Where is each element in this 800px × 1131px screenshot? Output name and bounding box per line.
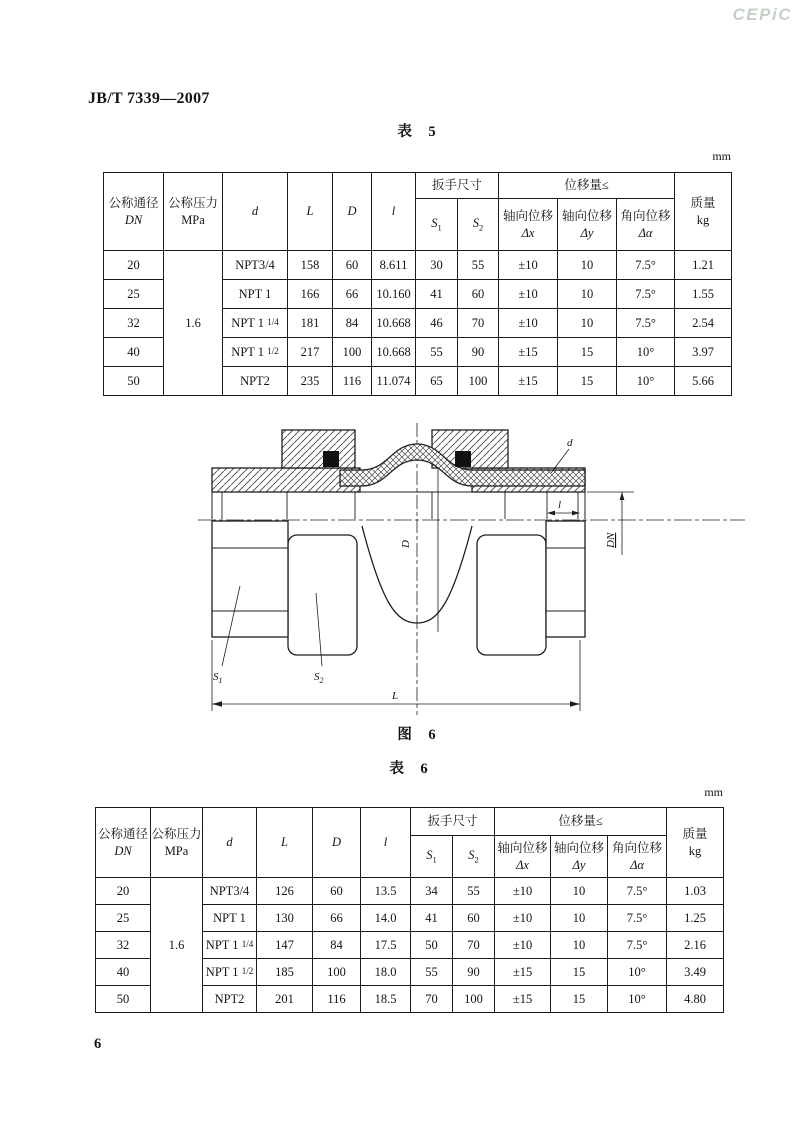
cell-dy: 15 [551, 959, 608, 986]
cell-da: 7.5° [617, 280, 675, 309]
cell-dn: 20 [96, 878, 151, 905]
cell-s1: 30 [416, 251, 458, 280]
cell-s1: 70 [411, 986, 453, 1013]
cell-s1: 65 [416, 367, 458, 396]
cell-l: 18.5 [361, 986, 411, 1013]
th-displacement-group: 位移量≤ [499, 173, 675, 199]
dim-label-L: L [392, 690, 399, 702]
cell-L: 181 [288, 309, 333, 338]
th-l: l [372, 173, 416, 251]
cell-l: 10.668 [372, 338, 416, 367]
cell-d: NPT 1 1/4 [203, 932, 257, 959]
cell-da: 7.5° [608, 878, 667, 905]
cell-dn: 32 [104, 309, 164, 338]
cell-kg: 1.03 [667, 878, 724, 905]
table6-title: 表 6 [389, 761, 429, 777]
l-arrow-left [547, 511, 555, 516]
cell-s2: 100 [458, 367, 499, 396]
cell-dn: 50 [96, 986, 151, 1013]
cell-l: 17.5 [361, 932, 411, 959]
cell-s1: 41 [416, 280, 458, 309]
cell-da: 10° [608, 959, 667, 986]
right-union-nut-hex [477, 535, 546, 655]
table5-unit-label: mm [712, 149, 731, 163]
cell-da: 10° [608, 986, 667, 1013]
figure-6-drawing [0, 415, 800, 727]
table-row [104, 251, 732, 280]
cell-kg: 2.54 [675, 309, 732, 338]
cell-s2: 55 [453, 878, 495, 905]
coupling-cross-section [0, 415, 800, 727]
cell-l: 10.160 [372, 280, 416, 309]
th-L: L [288, 173, 333, 251]
cell-s2: 60 [453, 905, 495, 932]
cell-dy: 10 [551, 905, 608, 932]
cell-s1: 41 [411, 905, 453, 932]
dim-label-S2: $S_2$ [314, 671, 324, 685]
cell-D: 116 [333, 367, 372, 396]
cell-da: 10° [617, 338, 675, 367]
th-axial-dx: 轴向位移 Δx [499, 199, 558, 251]
cell-kg: 3.97 [675, 338, 732, 367]
th-nominal-pressure: 公称压力 MPa [164, 173, 223, 251]
cell-s2: 70 [458, 309, 499, 338]
cell-d: NPT2 [223, 367, 288, 396]
bore-walls [222, 492, 578, 519]
left-pipe-hex [212, 521, 288, 637]
table6 [95, 807, 724, 1013]
cell-dn: 32 [96, 932, 151, 959]
th-mass: 质量 kg [675, 173, 732, 251]
page-number: 6 [94, 1036, 102, 1052]
cell-D: 60 [313, 878, 361, 905]
standard-number: JB/T 7339—2007 [88, 90, 210, 107]
cell-D: 60 [333, 251, 372, 280]
right-pipe-hex [546, 521, 585, 637]
cell-s2: 100 [453, 986, 495, 1013]
cell-kg: 1.21 [675, 251, 732, 280]
th-nominal-diameter: 公称通径 DN [104, 173, 164, 251]
dim-label-D: D [400, 540, 412, 548]
cell-d: NPT 1 1/2 [203, 959, 257, 986]
th-wrench-size-group: 扳手尺寸 [411, 808, 495, 836]
dim-label-S1: $S_1$ [213, 671, 223, 685]
th-D: D [313, 808, 361, 878]
th-axial-dx: 轴向位移 Δx [495, 836, 551, 878]
left-nut-section [282, 430, 355, 468]
cell-l: 13.5 [361, 878, 411, 905]
cell-D: 84 [313, 932, 361, 959]
cell-s1: 55 [416, 338, 458, 367]
cell-dx: ±10 [499, 251, 558, 280]
cell-d: NPT 1 [223, 280, 288, 309]
cell-pressure: 1.6 [151, 878, 203, 1013]
th-L: L [257, 808, 313, 878]
th-s1: $S_1$ [411, 836, 453, 878]
cell-dx: ±10 [499, 280, 558, 309]
cell-L: 217 [288, 338, 333, 367]
L-arrow-left [212, 701, 222, 706]
cell-dx: ±15 [495, 959, 551, 986]
cell-L: 158 [288, 251, 333, 280]
th-nominal-pressure: 公称压力 MPa [151, 808, 203, 878]
L-arrow-right [570, 701, 580, 706]
cell-s2: 90 [453, 959, 495, 986]
cell-dn: 20 [104, 251, 164, 280]
dim-label-d: d [567, 437, 573, 449]
cell-dn: 40 [104, 338, 164, 367]
th-s2: $S_2$ [453, 836, 495, 878]
cell-da: 10° [617, 367, 675, 396]
cell-s1: 46 [416, 309, 458, 338]
cell-dx: ±10 [495, 878, 551, 905]
table5 [103, 172, 732, 396]
th-d: d [223, 173, 288, 251]
table6-unit-label: mm [704, 785, 723, 799]
cell-pressure: 1.6 [164, 251, 223, 396]
cell-dn: 40 [96, 959, 151, 986]
cell-D: 100 [313, 959, 361, 986]
cell-dx: ±10 [499, 309, 558, 338]
cell-dn: 50 [104, 367, 164, 396]
cell-L: 130 [257, 905, 313, 932]
cell-s2: 55 [458, 251, 499, 280]
cell-dx: ±10 [495, 905, 551, 932]
cell-dy: 10 [558, 309, 617, 338]
table-row [96, 878, 724, 905]
cell-dy: 15 [551, 986, 608, 1013]
cell-kg: 1.25 [667, 905, 724, 932]
cell-dn: 25 [96, 905, 151, 932]
th-axial-dy: 轴向位移 Δy [558, 199, 617, 251]
cell-dy: 15 [558, 367, 617, 396]
figure-6-caption: 图 6 [397, 727, 437, 743]
dim-label-l: l [558, 499, 562, 511]
cell-da: 7.5° [617, 309, 675, 338]
cell-s1: 50 [411, 932, 453, 959]
cell-l: 14.0 [361, 905, 411, 932]
th-angular-da: 角向位移 Δα [617, 199, 675, 251]
DN-arrow [620, 492, 625, 500]
left-flange-section [212, 468, 360, 492]
dim-label-DN: DN [605, 532, 617, 548]
cell-da: 7.5° [617, 251, 675, 280]
cell-D: 116 [313, 986, 361, 1013]
table5-title: 表 5 [397, 124, 437, 140]
th-D: D [333, 173, 372, 251]
cell-D: 100 [333, 338, 372, 367]
left-union-nut-hex [288, 535, 357, 655]
th-mass: 质量 kg [667, 808, 724, 878]
cell-dy: 10 [551, 878, 608, 905]
cell-L: 126 [257, 878, 313, 905]
th-angular-da: 角向位移 Δα [608, 836, 667, 878]
cell-d: NPT3/4 [203, 878, 257, 905]
th-displacement-group: 位移量≤ [495, 808, 667, 836]
cell-s2: 60 [458, 280, 499, 309]
cell-kg: 5.66 [675, 367, 732, 396]
cell-dx: ±15 [499, 367, 558, 396]
cell-dx: ±15 [499, 338, 558, 367]
cell-kg: 2.16 [667, 932, 724, 959]
cell-l: 11.074 [372, 367, 416, 396]
cell-da: 7.5° [608, 905, 667, 932]
cell-s2: 90 [458, 338, 499, 367]
cell-L: 185 [257, 959, 313, 986]
table5-header-group-row [104, 173, 732, 199]
cell-l: 18.0 [361, 959, 411, 986]
cell-D: 66 [313, 905, 361, 932]
cell-d: NPT 1 1/4 [223, 309, 288, 338]
cell-s2: 70 [453, 932, 495, 959]
cell-d: NPT3/4 [223, 251, 288, 280]
cell-kg: 4.80 [667, 986, 724, 1013]
cell-dy: 10 [551, 932, 608, 959]
th-s1: $S_1$ [416, 199, 458, 251]
cell-dx: ±15 [495, 986, 551, 1013]
th-d: d [203, 808, 257, 878]
cell-dy: 10 [558, 280, 617, 309]
right-seal-bead [455, 451, 471, 467]
cell-D: 84 [333, 309, 372, 338]
table6-header-group-row [96, 808, 724, 836]
cell-d: NPT 1 [203, 905, 257, 932]
cell-s1: 55 [411, 959, 453, 986]
cell-dy: 15 [558, 338, 617, 367]
cell-L: 235 [288, 367, 333, 396]
cepic-watermark-logo: CEPiC [732, 5, 792, 24]
cell-d: NPT 1 1/2 [223, 338, 288, 367]
cell-L: 201 [257, 986, 313, 1013]
th-l: l [361, 808, 411, 878]
cell-l: 10.668 [372, 309, 416, 338]
th-axial-dy: 轴向位移 Δy [551, 836, 608, 878]
cell-dn: 25 [104, 280, 164, 309]
cell-kg: 3.49 [667, 959, 724, 986]
left-seal-bead [323, 451, 339, 467]
cell-L: 166 [288, 280, 333, 309]
cell-s1: 34 [411, 878, 453, 905]
cell-d: NPT2 [203, 986, 257, 1013]
cell-kg: 1.55 [675, 280, 732, 309]
cell-l: 8.611 [372, 251, 416, 280]
th-s2: $S_2$ [458, 199, 499, 251]
l-arrow-right [572, 511, 580, 516]
th-nominal-diameter: 公称通径 DN [96, 808, 151, 878]
cell-dx: ±10 [495, 932, 551, 959]
cell-dy: 10 [558, 251, 617, 280]
cell-da: 7.5° [608, 932, 667, 959]
cell-L: 147 [257, 932, 313, 959]
cell-D: 66 [333, 280, 372, 309]
th-wrench-size-group: 扳手尺寸 [416, 173, 499, 199]
